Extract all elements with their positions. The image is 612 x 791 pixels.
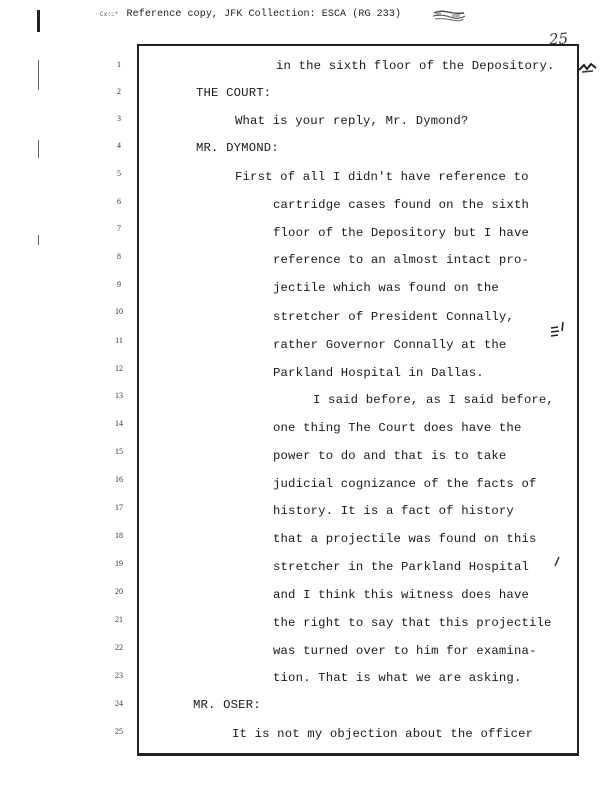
- transcript-line: the right to say that this projectile: [273, 616, 552, 630]
- transcript-line: stretcher in the Parkland Hospital: [273, 560, 529, 574]
- header-reference-text: Reference copy, JFK Collection: ESCA (RG 233): [126, 9, 402, 20]
- transcript-line: First of all I didn't have reference to: [235, 170, 529, 184]
- line-number: 19: [115, 559, 123, 568]
- archive-stamp-icon: [432, 9, 466, 23]
- line-number: 2: [117, 87, 121, 96]
- transcript-line: What is your reply, Mr. Dymond?: [235, 114, 469, 128]
- transcript-line: stretcher of President Connally,: [273, 310, 514, 324]
- line-number: 11: [115, 336, 123, 345]
- transcript-line: Parkland Hospital in Dallas.: [273, 366, 484, 380]
- transcript-line: history. It is a fact of history: [273, 504, 514, 518]
- transcript-line: I said before, as I said before,: [313, 393, 554, 407]
- line-number: 24: [115, 699, 123, 708]
- line-number: 9: [117, 280, 121, 289]
- line-number: 10: [115, 307, 123, 316]
- transcript-line: floor of the Depository but I have: [273, 226, 529, 240]
- line-number: 5: [117, 169, 121, 178]
- transcript-line: cartridge cases found on the sixth: [273, 198, 529, 212]
- line-number: 22: [115, 643, 123, 652]
- transcript-line: in the sixth floor of the Depository.: [276, 59, 555, 73]
- line-number: 7: [117, 224, 121, 233]
- transcript-line: that a projectile was found on this: [273, 532, 537, 546]
- handwritten-page-number: 25: [548, 29, 569, 49]
- speaker-label: MR. OSER:: [193, 698, 261, 712]
- line-number: 6: [117, 197, 121, 206]
- transcript-line: tion. That is what we are asking.: [273, 671, 522, 685]
- line-number: 17: [115, 503, 123, 512]
- line-number: 20: [115, 587, 123, 596]
- line-number: 18: [115, 531, 123, 540]
- line-number: 25: [115, 727, 123, 736]
- document-header: [100, 9, 401, 20]
- line-number: 14: [115, 419, 123, 428]
- transcript-line: It is not my objection about the officer: [232, 727, 534, 741]
- transcript-frame-bottom: [137, 753, 579, 756]
- transcript-line: one thing The Court does have the: [273, 421, 522, 435]
- left-margin-tick: [38, 60, 39, 90]
- transcript-line: was turned over to him for examina-: [273, 644, 537, 658]
- margin-tick-icon: [552, 556, 562, 568]
- line-number: 23: [115, 671, 123, 680]
- line-number: 3: [117, 114, 121, 123]
- line-number: 16: [115, 475, 123, 484]
- transcript-line: judicial cognizance of the facts of: [273, 477, 537, 491]
- transcript-line: reference to an almost intact pro-: [273, 253, 529, 267]
- margin-scribble-icon: [578, 62, 598, 74]
- transcript-line: and I think this witness does have: [273, 588, 529, 602]
- line-number: 21: [115, 615, 123, 624]
- header-handwriting: Cx::*: [100, 11, 119, 18]
- line-number: 1: [117, 60, 121, 69]
- left-margin-tick: [38, 235, 39, 245]
- transcript-line: rather Governor Connally at the: [273, 338, 507, 352]
- speaker-label: MR. DYMOND:: [196, 141, 279, 155]
- line-number: 8: [117, 252, 121, 261]
- transcript-line: power to do and that is to take: [273, 449, 507, 463]
- left-margin-mark: [37, 10, 40, 32]
- transcript-line: jectile which was found on the: [273, 281, 499, 295]
- left-margin-tick: [38, 140, 39, 158]
- margin-annotation-icon: [549, 320, 567, 340]
- line-number: 13: [115, 391, 123, 400]
- line-number: 12: [115, 364, 123, 373]
- line-number: 4: [117, 141, 121, 150]
- speaker-label: THE COURT:: [196, 86, 272, 100]
- line-number: 15: [115, 447, 123, 456]
